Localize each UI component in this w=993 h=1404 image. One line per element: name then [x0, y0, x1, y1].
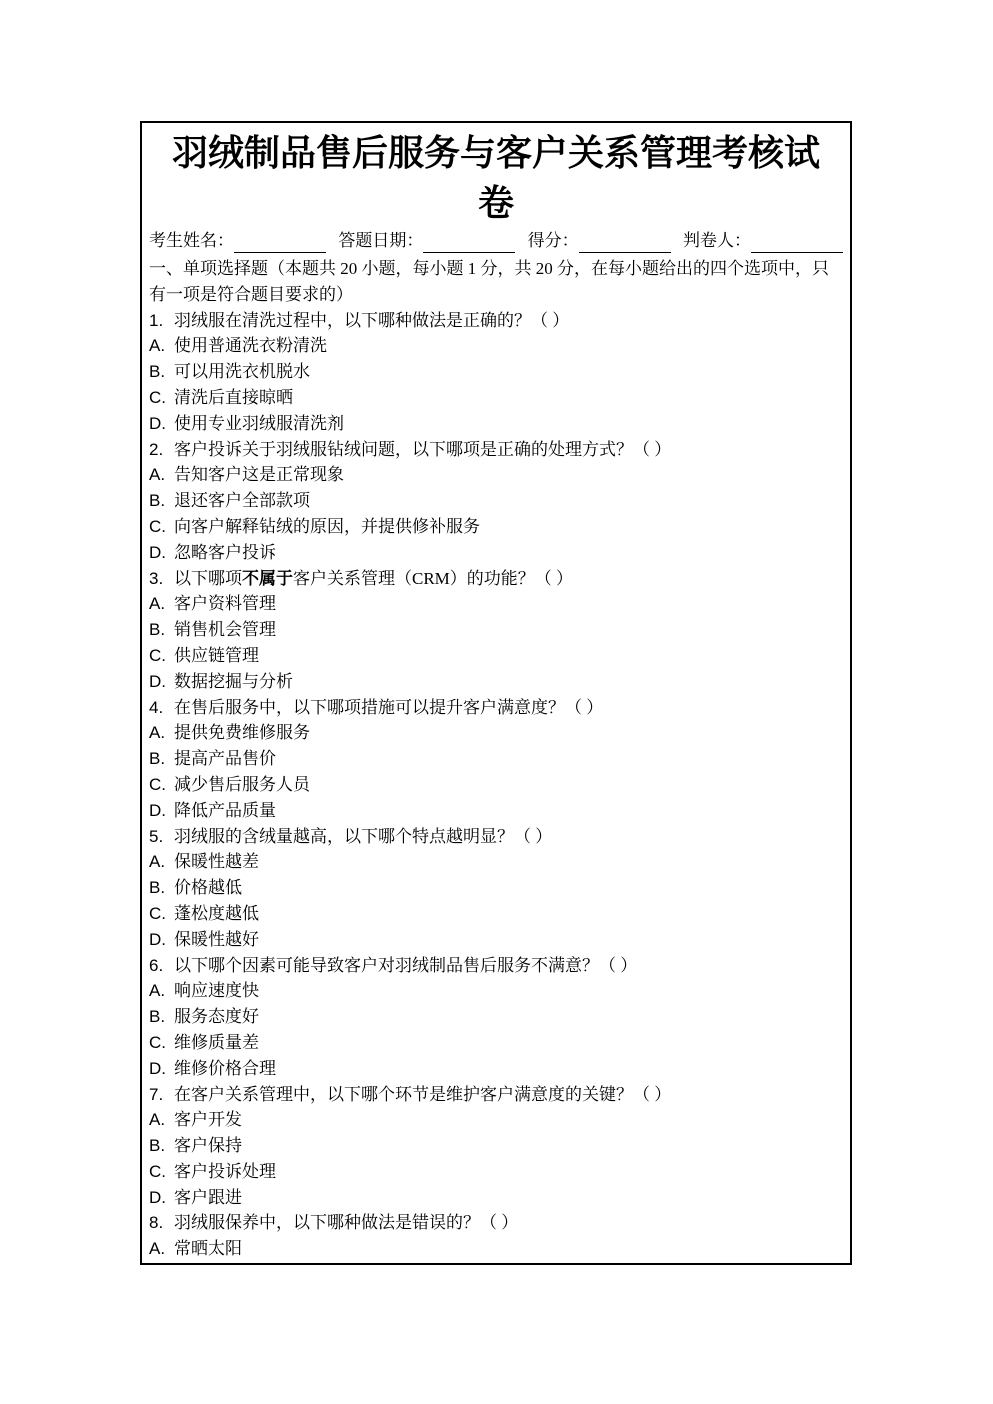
question-text: 以下哪项不属于客户关系管理（CRM）的功能？（ ）: [174, 568, 574, 588]
question-options: [149, 333, 843, 436]
option-line: [149, 617, 843, 643]
question-number: 4.: [149, 697, 164, 717]
exam-body: [149, 256, 843, 1262]
option-letter: D.: [149, 800, 166, 820]
candidate-name-label: 考生姓名：: [149, 231, 234, 250]
exam-paper: [140, 121, 852, 1265]
exam-title: 羽绒制品售后服务与客户关系管理考核试卷: [171, 133, 820, 223]
question: [149, 953, 843, 1082]
question-line: [149, 824, 843, 850]
option-line: [149, 901, 843, 927]
grader-blank: [751, 232, 843, 253]
option-line: [149, 1185, 843, 1211]
option-text: 蓬松度越低: [174, 903, 259, 923]
question-options: [149, 1236, 843, 1262]
option-letter: B.: [149, 878, 166, 898]
question: [149, 566, 843, 695]
option-letter: B.: [149, 362, 166, 382]
option-text: 告知客户这是正常现象: [174, 465, 344, 485]
option-text: 供应链管理: [174, 645, 259, 665]
option-text: 使用专业羽绒服清洗剂: [174, 413, 344, 433]
question-text: 在客户关系管理中，以下哪个环节是维护客户满意度的关键？（ ）: [174, 1084, 672, 1104]
option-line: [149, 720, 843, 746]
question-number: 3.: [149, 568, 164, 588]
question-options: [149, 591, 843, 694]
question-options: [149, 462, 843, 565]
question: [149, 437, 843, 566]
question-number: 1.: [149, 310, 164, 330]
question-line: [149, 437, 843, 463]
option-text: 向客户解释钻绒的原因，并提供修补服务: [174, 516, 480, 536]
option-line: [149, 540, 843, 566]
option-text: 数据挖掘与分析: [174, 671, 293, 691]
option-text: 响应速度快: [174, 981, 259, 1001]
option-letter: A.: [149, 465, 166, 485]
option-line: [149, 643, 843, 669]
option-line: [149, 875, 843, 901]
option-line: [149, 359, 843, 385]
score-blank: [579, 232, 671, 253]
option-text: 价格越低: [174, 878, 242, 898]
option-letter: D.: [149, 1187, 166, 1207]
option-letter: A.: [149, 1110, 166, 1130]
option-text: 保暖性越好: [174, 929, 259, 949]
question: [149, 695, 843, 824]
option-text: 客户跟进: [174, 1187, 242, 1207]
question-number: 7.: [149, 1084, 164, 1104]
option-letter: C.: [149, 645, 166, 665]
question: [149, 308, 843, 437]
question-text: 以下哪个因素可能导致客户对羽绒制品售后服务不满意？（ ）: [174, 955, 638, 975]
option-line: [149, 978, 843, 1004]
candidate-name-blank: [234, 232, 326, 253]
option-line: [149, 385, 843, 411]
option-text: 维修质量差: [174, 1032, 259, 1052]
question-number: 6.: [149, 955, 164, 975]
option-text: 使用普通洗衣粉清洗: [174, 336, 327, 356]
option-letter: A.: [149, 852, 166, 872]
question-line: [149, 953, 843, 979]
option-letter: B.: [149, 749, 166, 769]
questions: [149, 308, 843, 1262]
question-options: [149, 978, 843, 1081]
question: [149, 1210, 843, 1262]
grader-label: 判卷人：: [682, 231, 751, 250]
question-options: [149, 1107, 843, 1210]
question-text: 羽绒服在清洗过程中，以下哪种做法是正确的？（ ）: [174, 310, 570, 330]
option-letter: D.: [149, 1058, 166, 1078]
option-line: [149, 1004, 843, 1030]
option-letter: B.: [149, 491, 166, 511]
option-line: [149, 746, 843, 772]
option-line: [149, 772, 843, 798]
answer-date-label: 答题日期：: [338, 231, 424, 250]
question-line: [149, 1082, 843, 1108]
option-letter: D.: [149, 671, 166, 691]
option-line: [149, 1159, 843, 1185]
option-text: 提供免费维修服务: [174, 723, 310, 743]
option-text: 保暖性越差: [174, 852, 259, 872]
question-number: 5.: [149, 826, 164, 846]
option-letter: B.: [149, 1007, 166, 1027]
option-text: 降低产品质量: [174, 800, 276, 820]
option-letter: A.: [149, 336, 166, 356]
question-number: 8.: [149, 1213, 164, 1233]
option-line: [149, 798, 843, 824]
option-text: 服务态度好: [174, 1007, 259, 1027]
question-line: [149, 695, 843, 721]
option-text: 客户资料管理: [174, 594, 276, 614]
option-letter: A.: [149, 594, 166, 614]
meta-field-candidate-name: [149, 229, 326, 253]
meta-field-score: [528, 229, 671, 253]
question: [149, 1082, 843, 1211]
option-text: 减少售后服务人员: [174, 774, 310, 794]
question-line: [149, 1210, 843, 1236]
option-letter: D.: [149, 542, 166, 562]
option-letter: C.: [149, 516, 166, 536]
answer-date-blank: [423, 232, 515, 253]
question-options: [149, 720, 843, 823]
option-text: 常晒太阳: [174, 1239, 242, 1259]
option-line: [149, 514, 843, 540]
option-line: [149, 1107, 843, 1133]
option-line: [149, 927, 843, 953]
option-letter: D.: [149, 413, 166, 433]
question-text: 羽绒服保养中，以下哪种做法是错误的？（ ）: [174, 1213, 519, 1233]
option-text: 销售机会管理: [174, 620, 276, 640]
option-letter: C.: [149, 774, 166, 794]
question-text: 羽绒服的含绒量越高，以下哪个特点越明显？（ ）: [174, 826, 553, 846]
question: [149, 824, 843, 953]
option-letter: C.: [149, 1032, 166, 1052]
option-line: [149, 1133, 843, 1159]
option-text: 可以用洗衣机脱水: [174, 362, 310, 382]
option-text: 忽略客户投诉: [174, 542, 276, 562]
question-number: 2.: [149, 439, 164, 459]
option-letter: B.: [149, 620, 166, 640]
question-options: [149, 849, 843, 952]
option-letter: C.: [149, 903, 166, 923]
meta-field-answer-date: [338, 229, 515, 253]
option-line: [149, 1030, 843, 1056]
option-text: 客户开发: [174, 1110, 242, 1130]
question-text: 在售后服务中，以下哪项措施可以提升客户满意度？（ ）: [174, 697, 604, 717]
option-line: [149, 333, 843, 359]
question-line: [149, 566, 843, 592]
option-line: [149, 411, 843, 437]
score-label: 得分：: [527, 231, 579, 250]
option-letter: C.: [149, 387, 166, 407]
option-letter: C.: [149, 1161, 166, 1181]
option-text: 退还客户全部款项: [174, 491, 310, 511]
option-text: 提高产品售价: [174, 749, 276, 769]
option-line: [149, 1236, 843, 1262]
option-letter: D.: [149, 929, 166, 949]
meta-field-grader: [683, 229, 843, 253]
option-letter: A.: [149, 723, 166, 743]
option-text: 客户保持: [174, 1136, 242, 1156]
option-line: [149, 591, 843, 617]
option-line: [149, 1056, 843, 1082]
option-line: [149, 849, 843, 875]
option-text: 清洗后直接晾晒: [174, 387, 293, 407]
option-line: [149, 488, 843, 514]
option-letter: B.: [149, 1136, 166, 1156]
option-line: [149, 669, 843, 695]
section-heading: 一、单项选择题（本题共 20 小题，每小题 1 分，共 20 分，在每小题给出的四个选项中，只有一项是符合题目要求的）: [149, 259, 829, 304]
option-text: 客户投诉处理: [174, 1161, 276, 1181]
option-line: [149, 462, 843, 488]
option-text: 维修价格合理: [174, 1058, 276, 1078]
question-line: [149, 308, 843, 334]
option-letter: A.: [149, 981, 166, 1001]
question-text: 客户投诉关于羽绒服钻绒问题，以下哪项是正确的处理方式？（ ）: [174, 439, 672, 459]
exam-meta-row: [149, 229, 843, 253]
option-letter: A.: [149, 1239, 166, 1259]
